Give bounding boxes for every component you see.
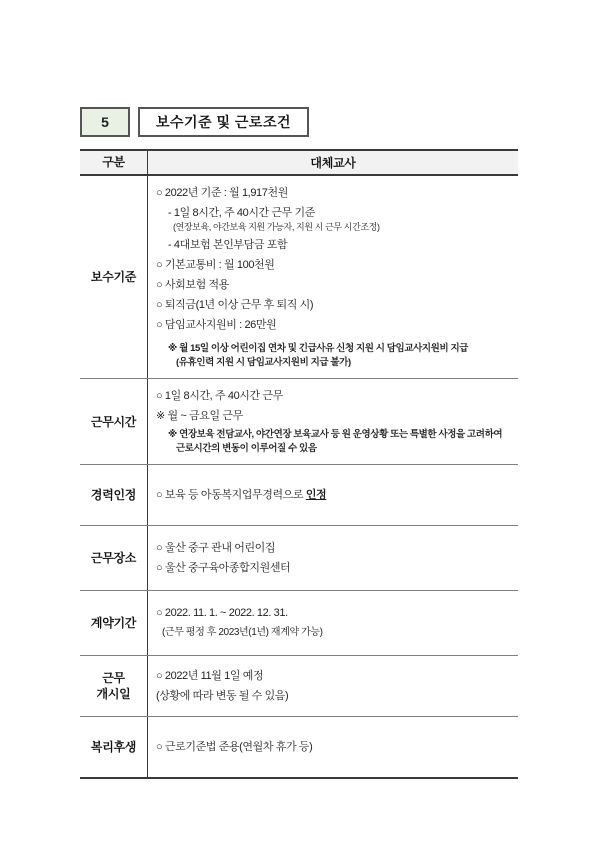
content-note: ※ 연장보육 전담교사, 야간연장 보육교사 등 원 운영상황 또는 특별한 사정을 고려하여 (168, 428, 503, 440)
content-line: ○ 2022년 기준 : 월 1,917천원 (156, 186, 288, 199)
row-label: 경력인정 (90, 488, 137, 503)
row-content (147, 379, 518, 464)
row-content (147, 465, 518, 525)
row-label-line1: 근무 (102, 670, 125, 685)
row-career-recognition (80, 465, 518, 526)
content-line: ○ 울산 중구육아종합지원센터 (156, 561, 291, 574)
content-line: ※ 월 ~ 금요일 근무 (156, 409, 243, 422)
content-line: ○ 근로기준법 준용(연월차 휴가 등) (156, 740, 313, 753)
row-content (147, 656, 518, 716)
row-label: 근무장소 (90, 551, 137, 566)
content-note: ※ 월 15일 이상 어린이집 연차 및 긴급사유 신청 지원 시 담임교사지원비 지급 (168, 342, 469, 354)
content-line: ○ 울산 중구 관내 어린이집 (156, 541, 276, 554)
row-start-date (80, 656, 518, 717)
row-content (147, 591, 518, 655)
table-header-row (80, 151, 518, 176)
content-line: ○ 1일 8시간, 주 40시간 근무 (156, 389, 283, 402)
row-contract-period (80, 591, 518, 656)
row-content (147, 717, 518, 777)
conditions-table (80, 149, 518, 779)
row-label: 근무시간 (90, 414, 137, 429)
row-label (80, 656, 147, 716)
content-line: ○ 2022. 11. 1. ~ 2022. 12. 31. (156, 607, 288, 620)
content-line: (근무 평정 후 2023년(1년) 재계약 가능) (162, 627, 323, 639)
header-cell-substitute-teacher (147, 151, 518, 174)
content-line: ○ 2022년 11월 1일 예정 (156, 669, 264, 682)
section-titlebar (80, 107, 518, 137)
row-content (147, 176, 518, 378)
section-title: 보수기준 및 근로조건 (156, 114, 291, 130)
row-label: 보수기준 (90, 269, 137, 284)
row-work-location (80, 526, 518, 591)
content-line: - 4대보험 본인부담금 포함 (168, 238, 288, 251)
row-pay-standard (80, 176, 518, 379)
line-text: ○ 보육 등 아동복지업무경력으로 (156, 488, 306, 501)
row-content (147, 526, 518, 590)
emphasized-text: 인정 (305, 488, 327, 501)
content-line: - 1일 8시간, 주 40시간 근무 기준 (168, 206, 315, 219)
header-cell-category: 구분 (102, 155, 125, 170)
document-content (80, 107, 518, 779)
section-number: 5 (101, 114, 109, 130)
content-line: (연장보육, 야간보육 지원 가능자, 지원 시 근무 시간조정) (173, 222, 380, 233)
row-welfare (80, 717, 518, 777)
section-title-box (138, 107, 309, 137)
content-line: (상황에 따라 변동 될 수 있음) (156, 689, 289, 702)
row-label-line2: 개시일 (96, 687, 131, 702)
row-label: 계약기간 (90, 616, 137, 631)
content-line: ○ 사회보험 적용 (156, 278, 229, 291)
section-number-box (80, 107, 130, 137)
row-working-hours (80, 379, 518, 465)
content-line: ○ 퇴직금(1년 이상 근무 후 퇴직 시) (156, 298, 314, 311)
row-label: 복리후생 (90, 740, 137, 755)
content-note: 근로시간의 변동이 이루어질 수 있음 (176, 442, 317, 454)
content-line: ○ 기본교통비 : 월 100천원 (156, 258, 275, 271)
content-line: ○ 담임교사지원비 : 26만원 (156, 318, 277, 331)
content-note: (유휴인력 지원 시 담임교사지원비 지급 불가) (176, 356, 351, 368)
header-label: 대체교사 (310, 156, 356, 170)
content-line (156, 487, 510, 504)
